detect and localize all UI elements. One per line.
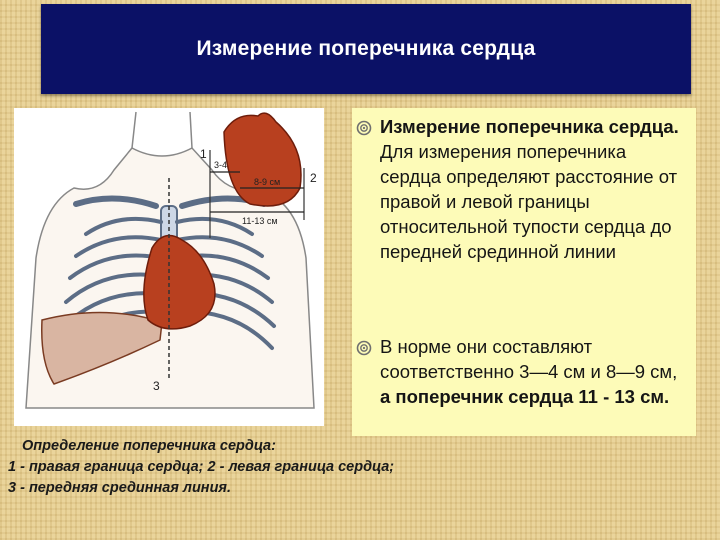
bullet-item-1 bbox=[352, 114, 696, 264]
bullet-item-2 bbox=[352, 334, 696, 409]
target-bullet-icon bbox=[356, 340, 372, 356]
caption-line-3: 3 - передняя срединная линия. bbox=[8, 480, 231, 496]
bullet-text-1 bbox=[380, 114, 688, 264]
bullet-1-text: Для измерения поперечника сердца определяют расстояние от правой и левой границы относительной тупости сердца до передней срединной линии bbox=[380, 141, 678, 262]
chest-diagram bbox=[14, 108, 324, 426]
figure-caption bbox=[8, 436, 568, 499]
slide-title: Измерение поперечника сердца bbox=[196, 37, 536, 60]
title-bar bbox=[41, 4, 691, 94]
bullet-text-2 bbox=[380, 334, 688, 409]
caption-line-2: 1 - правая граница сердца; 2 - левая граница сердца; bbox=[8, 459, 395, 475]
bullet-2-bold: а поперечник сердца 11 - 13 см. bbox=[380, 386, 670, 407]
bullet-2-text: В норме они составляют соответственно 3—4 см и 8—9 см, bbox=[380, 336, 678, 382]
text-panel bbox=[352, 108, 696, 436]
bullet-1-bold: Измерение поперечника сердца. bbox=[380, 116, 679, 137]
label-8-9: 8-9 см bbox=[254, 177, 281, 187]
caption-line-1: Определение поперечника сердца: bbox=[22, 438, 276, 454]
target-bullet-icon bbox=[356, 120, 372, 136]
label-3-4: 3-4 bbox=[214, 160, 228, 170]
label-1: 1 bbox=[200, 147, 207, 161]
chest-illustration bbox=[14, 108, 324, 426]
label-11-13: 11-13 см bbox=[242, 216, 278, 226]
label-2: 2 bbox=[310, 171, 317, 185]
neck-outline bbox=[132, 112, 192, 148]
label-3: 3 bbox=[153, 379, 160, 393]
